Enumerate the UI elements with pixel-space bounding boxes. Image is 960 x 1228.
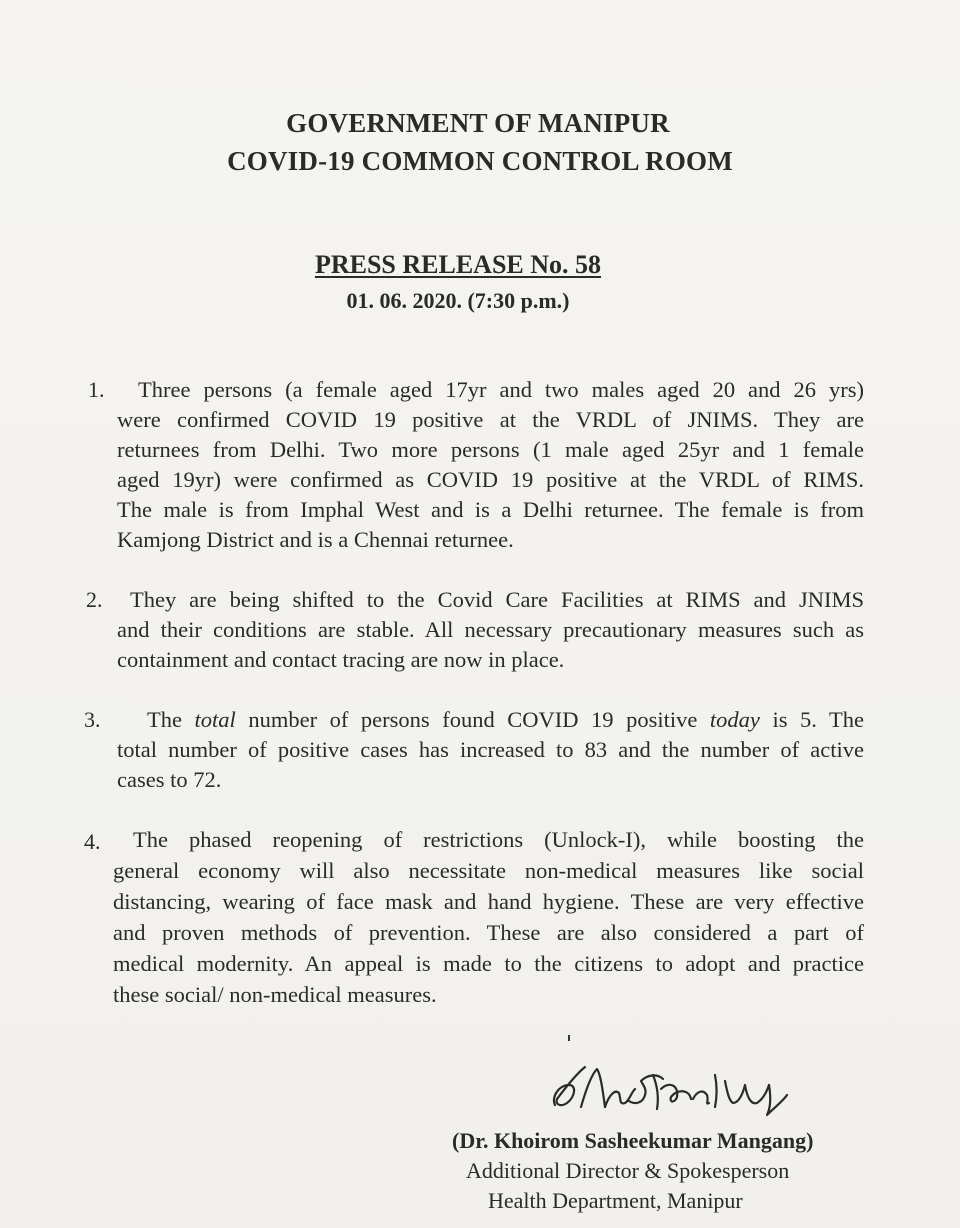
item-2-line-3: containment and contact tracing are now in place. [117,647,565,672]
item-number: 1. [88,377,105,402]
control-room-name: COVID-19 COMMON CONTROL ROOM [227,146,733,176]
item-1-line-1: Three persons (a female aged 17yr and two males aged 20 and 26 yrs) [138,377,864,402]
item-number: 4. [84,829,101,854]
signatory-name: (Dr. Khoirom Sasheekumar Mangang) [452,1128,814,1153]
item-1-line-4: aged 19yr) were confirmed as COVID 19 positive at the VRDL of RIMS. [117,467,864,492]
org-name: GOVERNMENT OF MANIPUR [286,108,670,138]
signatory-title: Additional Director & Spokesperson [466,1158,790,1183]
item-number: 3. [84,707,101,732]
item-3-text-e: is 5. The [759,707,864,732]
press-release-date: 01. 06. 2020. (7:30 p.m.) [346,288,570,313]
item-4-line-1: The phased reopening of restrictions (Unlock-I), while boosting the [133,827,864,852]
signature-image [545,1045,835,1130]
item-4-line-3: distancing, wearing of face mask and hand hygiene. These are very effective [113,889,864,914]
item-1-line-5: The male is from Imphal West and is a Delhi returnee. The female is from [117,497,864,522]
item-4-line-4: and proven methods of prevention. These are also considered a part of [113,920,864,945]
item-1-line-2: were confirmed COVID 19 positive at the VRDL of JNIMS. They are [117,407,864,432]
ink-mark [568,1035,570,1041]
item-3-line-3: cases to 72. [117,767,222,792]
item-1-line-3: returnees from Delhi. Two more persons (1 male aged 25yr and 1 female [117,437,864,462]
item-4-line-6: these social/ non-medical measures. [113,982,437,1007]
press-release-title: PRESS RELEASE No. 58 [314,250,602,279]
item-3-emph-total: total [194,707,236,732]
item-4-line-2: general economy will also necessitate non-medical measures like social [113,858,864,883]
item-3-text-a: The [147,707,195,732]
item-2-line-1: They are being shifted to the Covid Care Facilities at RIMS and JNIMS [130,587,864,612]
item-3-line-1 [147,705,864,735]
item-3-line-2: total number of positive cases has increased to 83 and the number of active [117,737,864,762]
item-1-line-6: Kamjong District and is a Chennai returnee. [117,527,514,552]
item-4-line-5: medical modernity. An appeal is made to the citizens to adopt and practice [113,951,864,976]
item-2-line-2: and their conditions are stable. All necessary precautionary measures such as [117,617,864,642]
signatory-department: Health Department, Manipur [488,1188,743,1213]
item-number: 2. [86,587,103,612]
item-3-text-c: number of persons found COVID 19 positive [235,707,710,732]
item-3-emph-today: today [709,707,760,732]
